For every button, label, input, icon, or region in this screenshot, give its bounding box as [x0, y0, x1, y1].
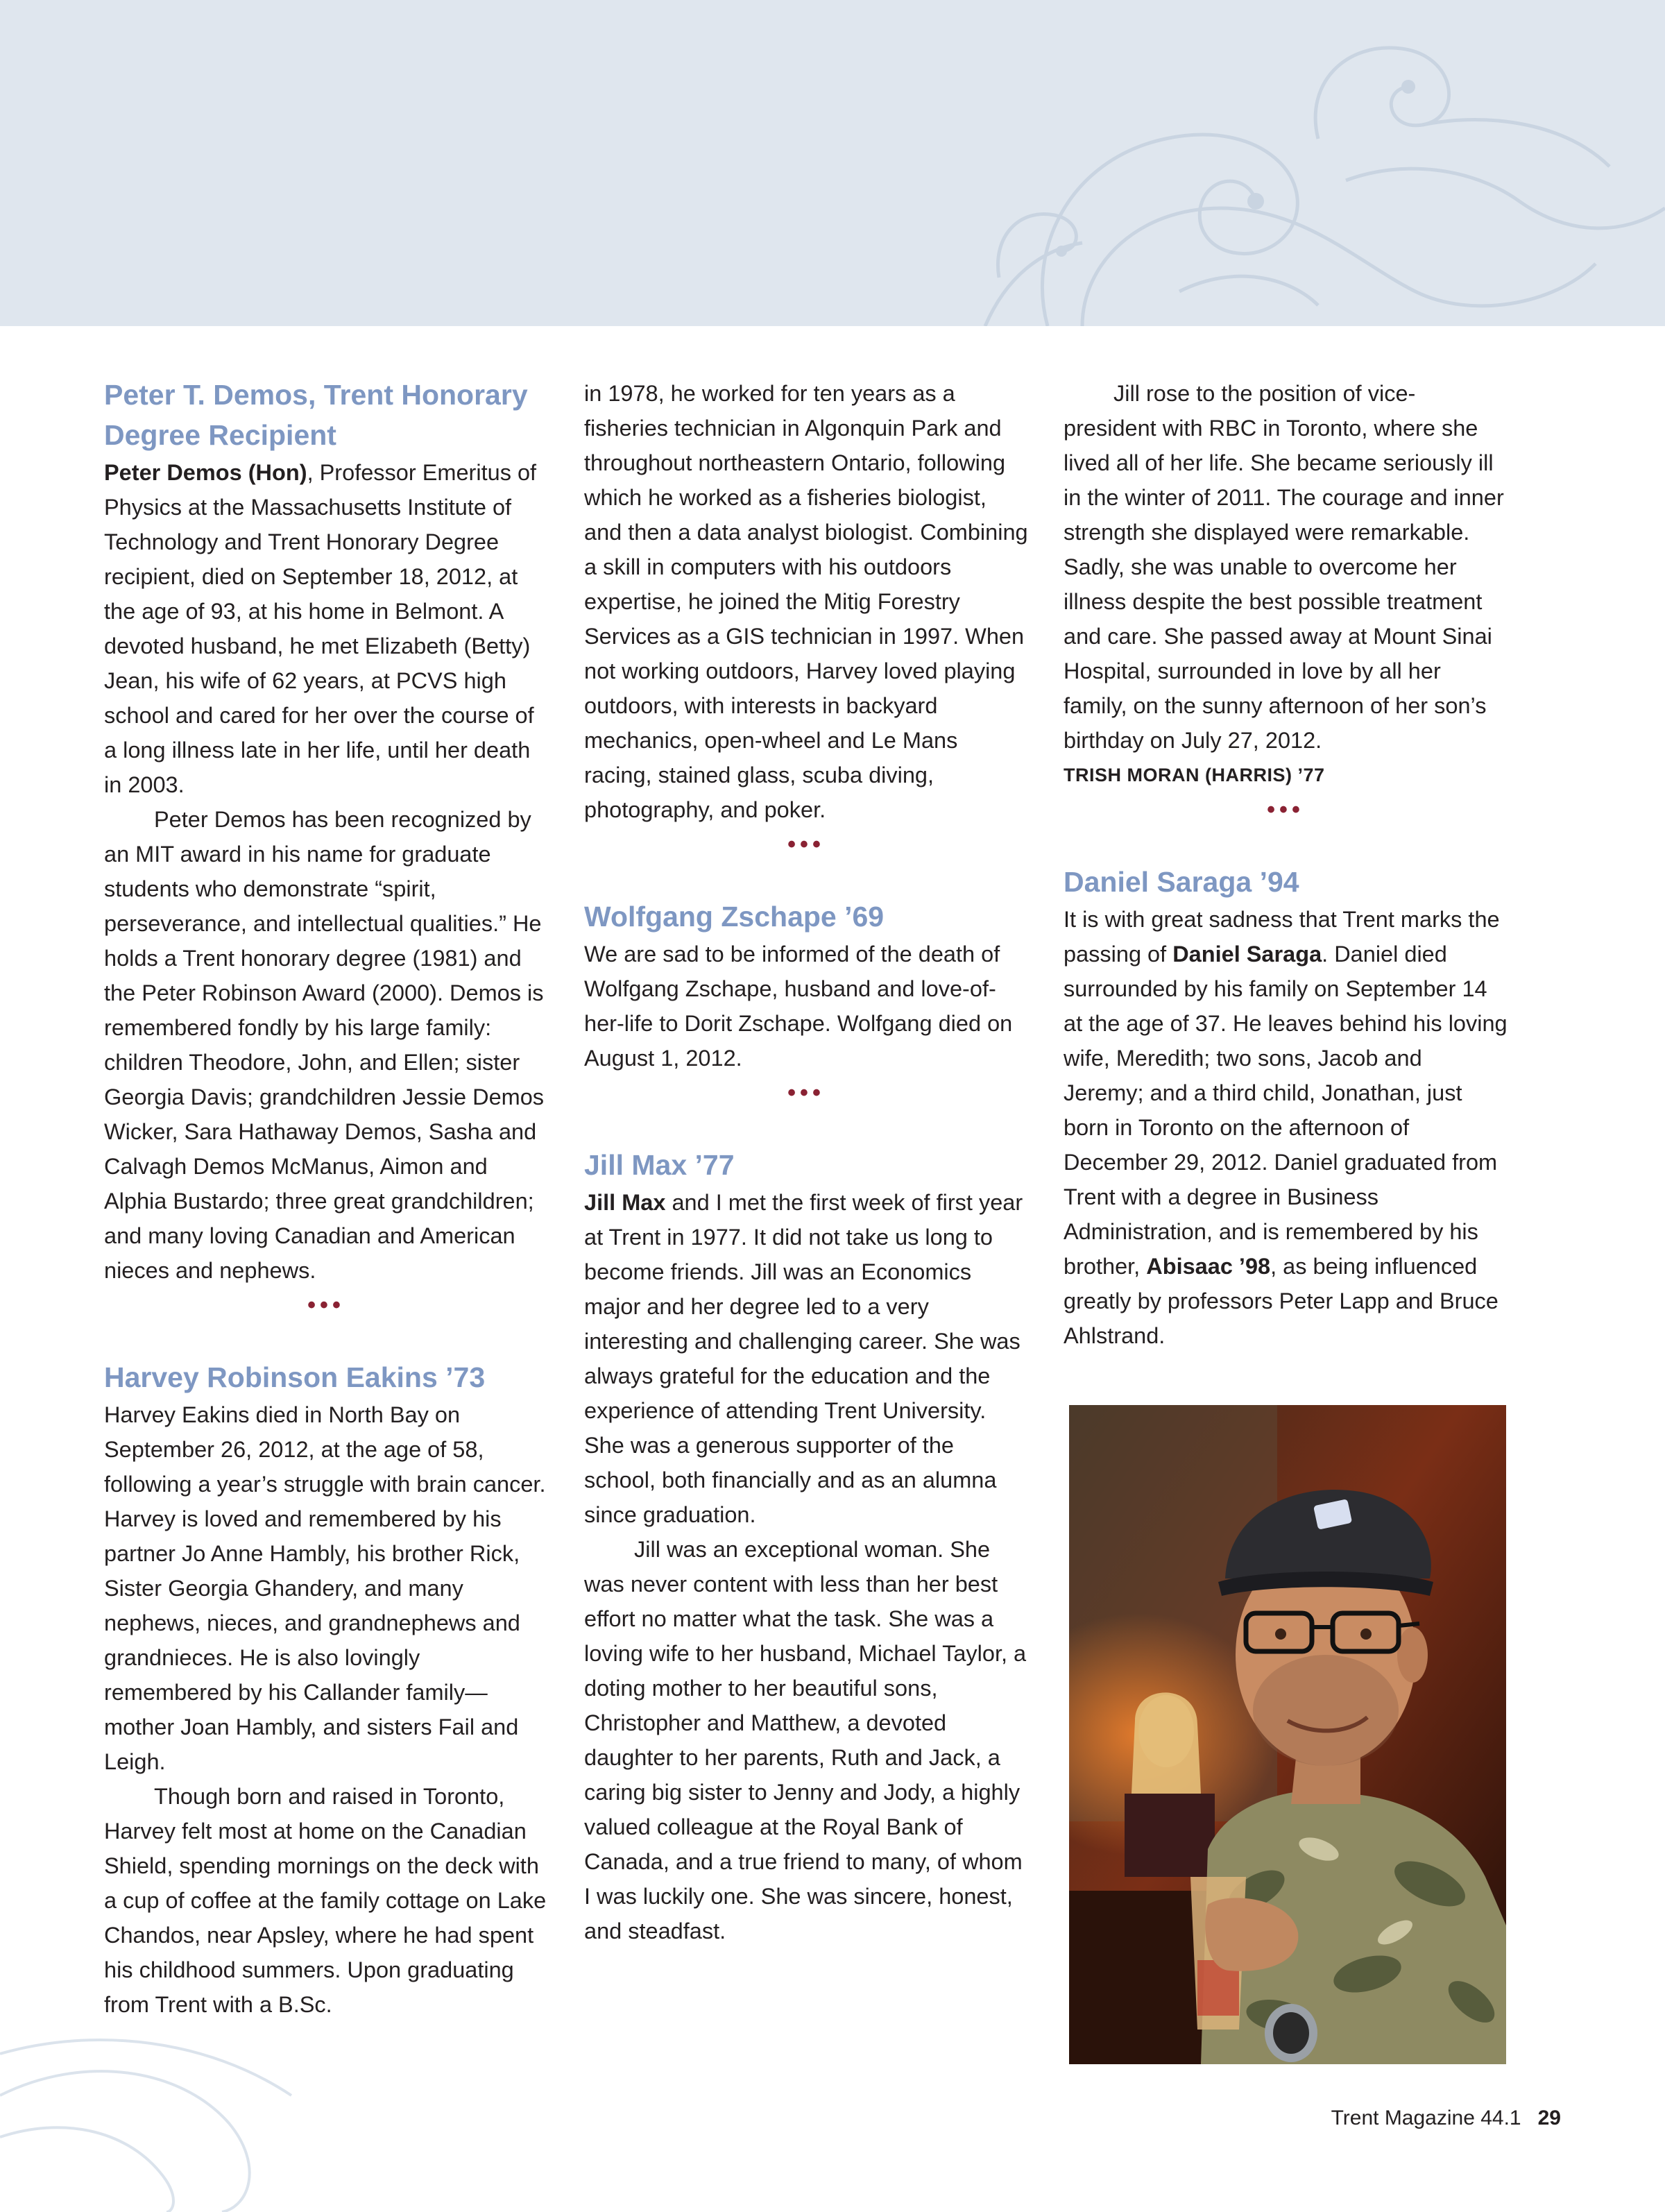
heading-jill-max: Jill Max ’77 — [584, 1149, 735, 1181]
column-1 — [104, 375, 548, 2022]
heading-daniel-saraga: Daniel Saraga ’94 — [1064, 866, 1299, 898]
column-2 — [584, 376, 1028, 1948]
decorative-swirl — [0, 0, 1665, 326]
paragraph: Peter Demos (Hon), Professor Emeritus of Physics at the Massachusetts Institute of Technology and Trent Honorary Degree recipient, died on September 18, 2012, at the age of 93, at his home in Belmont. A devoted husband, he met Elizabeth (Betty) Jean, his wife of 62 years, at PCVS high school and cared for her over the course of a long illness late in her life, until her death in 2003. — [104, 460, 537, 797]
paragraph: Jill Max and I met the first week of first year at Trent in 1977. It did not take us long to become friends. Jill was an Economics major and her degree led to a very interesting and challenging career. She was always grateful for the education and the experience of attending Trent University. She was a generous supporter of the school, both financially and as an alumna since graduation. — [584, 1190, 1023, 1527]
column-3 — [1064, 376, 1508, 1353]
heading-peter-demos: Peter T. Demos, Trent Honorary Degree Recipient — [104, 379, 528, 451]
name-bold: Jill Max — [584, 1190, 666, 1215]
author-byline: TRISH MORAN (HARRIS) ’77 — [1064, 765, 1325, 785]
section-separator: ••• — [787, 831, 825, 858]
paragraph: Jill rose to the position of vice-president with RBC in Toronto, where she lived all of her life. She became seriously ill in the winter of 2011. The courage and inner strength she displayed were remarkable. Sadly, she was unable to overcome her illness despite the best possible treatment and care. She passed away at Mount Sinai Hospital, surrounded in love by all her family, on the sunny afternoon of her son’s birthday on July 27, 2012. — [1064, 381, 1504, 753]
paragraph: in 1978, he worked for ten years as a fisheries technician in Algonquin Park and throughout northeastern Ontario, following which he worked as a fisheries biologist, and then a data analyst biologist. Combining a skill in computers with his outdoors expertise, he joined the Mitig Forestry Services as a GIS technician in 1997. When not working outdoors, Harvey loved playing outdoors, with interests in backyard mechanics, open-wheel and Le Mans racing, stained glass, scuba diving, photography, and poker. — [584, 381, 1028, 822]
paragraph: Jill was an exceptional woman. She was never content with less than her best effort no matter what the task. She was a loving wife to her husband, Michael Taylor, a doting mother to her beautiful sons, Christopher and Matthew, a devoted daughter to her parents, Ruth and Jack, a caring big sister to Jenny and Jody, a highly valued colleague at the Royal Bank of Canada, and a true friend to many, of whom I was luckily one. She was sincere, honest, and steadfast. — [584, 1537, 1027, 1943]
page-number: 29 — [1537, 2107, 1561, 2129]
portrait-illustration — [1069, 1405, 1506, 2064]
section-separator: ••• — [787, 1080, 825, 1106]
heading-harvey-eakins: Harvey Robinson Eakins ’73 — [104, 1361, 486, 1393]
paragraph: We are sad to be informed of the death of Wolfgang Zschape, husband and love-of-her-life to Dorit Zschape. Wolfgang died on August 1, 2012. — [584, 942, 1013, 1071]
page-footer — [1331, 2107, 1561, 2130]
section-separator: ••• — [1267, 797, 1304, 823]
magazine-name: Trent Magazine 44.1 — [1331, 2107, 1521, 2129]
paragraph: It is with great sadness that Trent marks the passing of Daniel Saraga. Daniel died surrounded by his family on September 14 at the age of 37. He leaves behind his loving wife, Meredith; two sons, Jacob and Jeremy; and a third child, Jonathan, just born in Toronto on the afternoon of December 29, 2012. Daniel graduated from Trent with a degree in Business Administration, and is remembered by his brother, Abisaac ’98, as being influenced greatly by professors Peter Lapp and Bruce Ahlstrand. — [1064, 907, 1508, 1348]
paragraph: Peter Demos has been recognized by an MIT award in his name for graduate students who demonstrate “spirit, perseverance, and intellectual qualities.” He holds a Trent honorary degree (1981) and the Peter Robinson Award (2000). Demos is remembered fondly by his large family: children Theodore, John, and Ellen; sister Georgia Davis; grandchildren Jessie Demos Wicker, Sara Hathaway Demos, Sasha and Calvagh Demos McManus, Aimon and Alphia Bustardo; three great grandchildren; and many loving Canadian and American nieces and nephews. — [104, 807, 545, 1283]
portrait-photo — [1069, 1405, 1506, 2064]
name-bold: Peter Demos (Hon) — [104, 460, 307, 485]
section-separator: ••• — [307, 1292, 345, 1318]
heading-wolfgang-zschape: Wolfgang Zschape ’69 — [584, 901, 885, 933]
name-bold: Abisaac ’98 — [1146, 1254, 1271, 1279]
paragraph: Harvey Eakins died in North Bay on September 26, 2012, at the age of 58, following a year’s struggle with brain cancer. Harvey is loved and remembered by his partner Jo Anne Hambly, his brother Rick, Sister Georgia Ghandery, and many nephews, nieces, and grandnephews and grandnieces. He is also lovingly remembered by his Callander family—mother Joan Hambly, and sisters Fail and Leigh. — [104, 1402, 546, 1774]
name-bold: Daniel Saraga — [1172, 942, 1322, 967]
paragraph: Though born and raised in Toronto, Harvey felt most at home on the Canadian Shield, spending mornings on the deck with a cup of coffee at the family cottage on Lake Chandos, near Apsley, where he had spent his childhood summers. Upon graduating from Trent with a B.Sc. — [104, 1784, 547, 2017]
header-band — [0, 0, 1665, 326]
decorative-swirl-bottom — [0, 2012, 361, 2212]
